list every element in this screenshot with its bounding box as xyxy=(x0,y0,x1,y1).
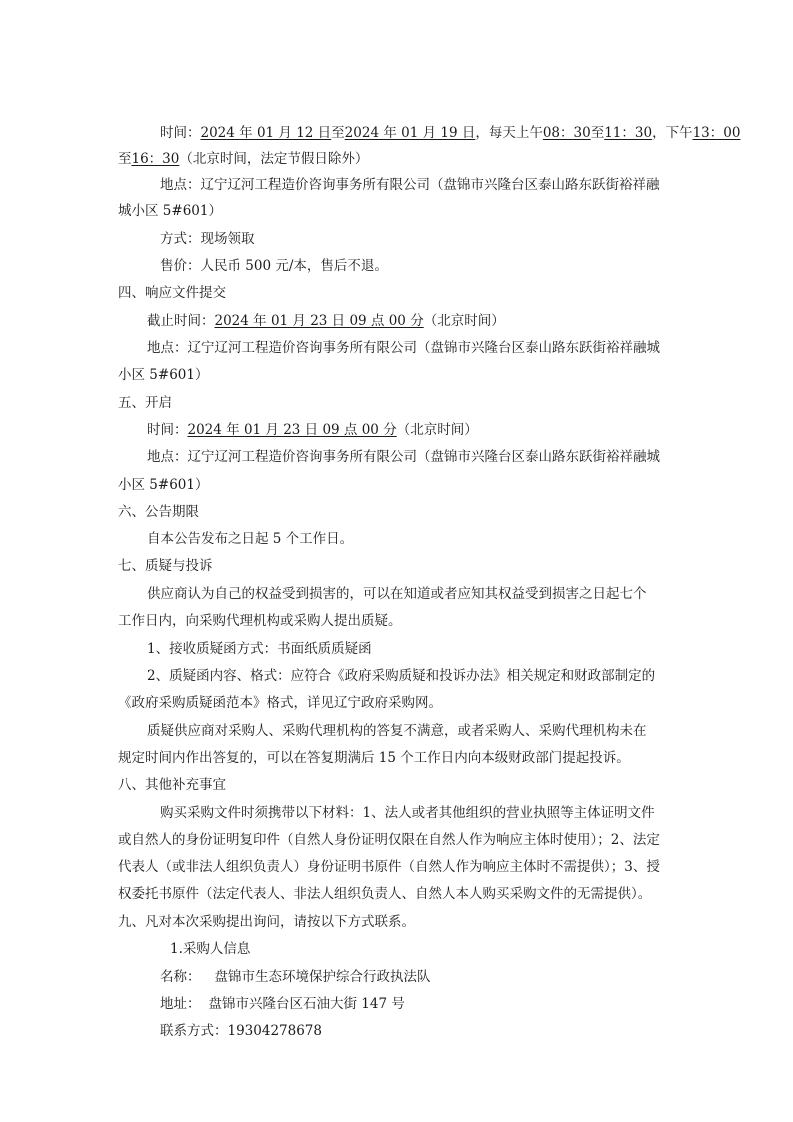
purchaser-address-value: 盘锦市兴隆台区石油大街 147 号 xyxy=(208,996,405,1012)
opening-time-value: 2024 年 01 月 23 日 09 点 00 分 xyxy=(187,422,397,438)
purchase-place-line1: 地点：辽宁辽河工程造价咨询事务所有限公司（盘锦市兴隆台区泰山路东跃街裕祥融 xyxy=(160,177,660,193)
challenge-item-1: 1、接收质疑函方式：书面纸质质疑函 xyxy=(147,641,372,657)
opening-time-note: （北京时间） xyxy=(396,422,478,438)
purchase-start-date: 2024 年 01 月 12 日 xyxy=(200,125,332,141)
submission-deadline-line xyxy=(147,312,505,330)
purchase-time-label: 时间： xyxy=(160,125,201,141)
opening-place-line2: 小区 5#601） xyxy=(118,477,209,493)
purchase-to-2: 至 xyxy=(590,125,605,141)
supplement-line2: 或自然人的身份证明复印件（自然人身份证明仅限在自然人作为响应主体时使用）；2、法定 xyxy=(118,832,660,848)
submission-deadline-label: 截止时间： xyxy=(147,313,215,329)
challenge-p2-line2: 规定时间内作出答复的，可以在答复期满后 15 个工作日内向本级财政部门提起投诉。 xyxy=(118,750,630,766)
purchase-time-line xyxy=(160,124,740,142)
purchase-afternoon-start: 13：00 xyxy=(692,125,741,141)
notice-period-text: 自本公告发布之日起 5 个工作日。 xyxy=(147,531,354,547)
purchaser-name-value: 盘锦市生态环境保护综合行政执法队 xyxy=(214,969,431,985)
challenge-p2-line1: 质疑供应商对采购人、采购代理机构的答复不满意，或者采购人、采购代理机构未在 xyxy=(147,723,647,739)
supplement-line4: 权委托书原件（法定代表人、非法人组织负责人、自然人本人购买采购文件的无需提供）。 xyxy=(118,886,652,902)
purchase-morning-label: ，每天上午 xyxy=(475,125,543,141)
purchase-morning-end: 11：30 xyxy=(604,125,653,141)
challenge-item-2-line2: 《政府采购质疑函范本》格式，详见辽宁政府采购网。 xyxy=(118,695,442,711)
supplement-line1: 购买采购文件时须携带以下材料：1、法人或者其他组织的营业执照等主体证明文件 xyxy=(160,805,655,821)
purchase-time-note: （北京时间，法定节假日除外） xyxy=(179,151,369,167)
section-7-heading: 七、质疑与投诉 xyxy=(118,558,213,574)
purchase-time-line2 xyxy=(118,150,368,168)
submission-deadline-note: （北京时间） xyxy=(423,313,505,329)
purchase-morning-start: 08：30 xyxy=(542,125,591,141)
purchaser-name-line xyxy=(160,968,431,986)
section-4-heading: 四、响应文件提交 xyxy=(118,285,226,301)
purchase-afternoon-label: ，下午 xyxy=(652,125,693,141)
challenge-p1-line2: 工作日内，向采购代理机构或采购人提出质疑。 xyxy=(118,613,402,629)
section-8-heading: 八、其他补充事宜 xyxy=(118,777,226,793)
purchase-end-date: 2024 年 01 月 19 日 xyxy=(344,125,476,141)
purchaser-address-line xyxy=(160,995,405,1013)
opening-time-label: 时间： xyxy=(147,422,188,438)
purchase-place-line2: 城小区 5#601） xyxy=(118,203,222,219)
submission-place-line2: 小区 5#601） xyxy=(118,367,209,383)
purchaser-contact: 联系方式：19304278678 xyxy=(160,1023,322,1039)
supplement-line3: 代表人（或非法人组织负责人）身份证明书原件（自然人作为响应主体时不需提供）；3、授 xyxy=(118,859,660,875)
opening-place-line1: 地点：辽宁辽河工程造价咨询事务所有限公司（盘锦市兴隆台区泰山路东跃街裕祥融城 xyxy=(147,449,660,465)
purchase-method: 方式：现场领取 xyxy=(160,231,255,247)
section-5-heading: 五、开启 xyxy=(118,395,172,411)
purchaser-name-label: 名称： xyxy=(160,969,201,985)
submission-place-line1: 地点：辽宁辽河工程造价咨询事务所有限公司（盘锦市兴隆台区泰山路东跃街裕祥融城 xyxy=(147,340,660,356)
purchaser-address-label: 地址： xyxy=(160,996,201,1012)
challenge-item-2-line1: 2、质疑函内容、格式：应符合《政府采购质疑和投诉办法》相关规定和财政部制定的 xyxy=(147,668,656,684)
submission-deadline-value: 2024 年 01 月 23 日 09 点 00 分 xyxy=(214,313,424,329)
section-6-heading: 六、公告期限 xyxy=(118,504,199,520)
purchase-price: 售价：人民币 500 元/本，售后不退。 xyxy=(160,258,388,274)
purchase-to-1: 至 xyxy=(331,125,345,141)
section-9-heading: 九、凡对本次采购提出询问，请按以下方式联系。 xyxy=(118,914,415,930)
purchase-afternoon-end: 16：30 xyxy=(131,151,180,167)
purchase-to-3: 至 xyxy=(118,151,132,167)
purchaser-info-heading: 1.采购人信息 xyxy=(170,941,251,957)
challenge-p1-line1: 供应商认为自己的权益受到损害的，可以在知道或者应知其权益受到损害之日起七个 xyxy=(147,586,647,602)
opening-time-line xyxy=(147,421,478,439)
